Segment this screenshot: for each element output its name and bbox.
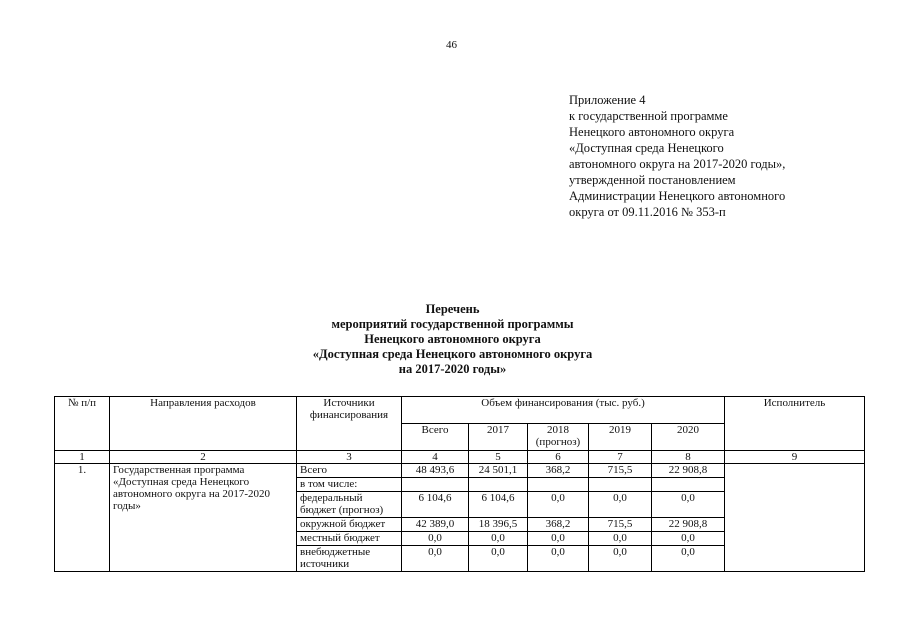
value-total: 0,0 — [402, 546, 469, 572]
appendix-line: к государственной программе — [569, 109, 728, 123]
value-2018: 0,0 — [528, 546, 589, 572]
source-cell: окружной бюджет — [297, 518, 402, 532]
value-2020: 0,0 — [652, 492, 725, 518]
value-2019 — [589, 478, 652, 492]
header-sources: Источники финансирования — [297, 397, 402, 451]
column-number: 1 — [55, 451, 110, 464]
title-line: мероприятий государственной программы — [331, 317, 574, 331]
header-row-1 — [55, 397, 865, 424]
title-line: Перечень — [425, 302, 480, 316]
value-2017: 24 501,1 — [469, 464, 528, 478]
column-number: 6 — [528, 451, 589, 464]
column-number: 4 — [402, 451, 469, 464]
source-cell: Всего — [297, 464, 402, 478]
value-2018: 368,2 — [528, 464, 589, 478]
column-number: 8 — [652, 451, 725, 464]
appendix-block — [569, 92, 785, 220]
column-number: 5 — [469, 451, 528, 464]
appendix-line: Ненецкого автономного округа — [569, 125, 735, 139]
appendix-line: округа от 09.11.2016 № 353-п — [569, 205, 726, 219]
value-2018: 368,2 — [528, 518, 589, 532]
value-2018: 0,0 — [528, 532, 589, 546]
row-direction: Государственная программа «Доступная среда Ненецкого автономного округа на 2017-2020 годы» — [110, 464, 297, 572]
appendix-line: Администрации Ненецкого автономного — [569, 189, 786, 203]
header-2018: 2018 (прогноз) — [528, 424, 589, 451]
value-2018 — [528, 478, 589, 492]
value-2018: 0,0 — [528, 492, 589, 518]
value-2019: 715,5 — [589, 518, 652, 532]
value-total: 0,0 — [402, 532, 469, 546]
source-cell: внебюджетные источники — [297, 546, 402, 572]
page-number: 46 — [446, 39, 457, 51]
row-executor — [725, 464, 865, 572]
header-direction: Направления расходов — [110, 397, 297, 451]
column-number: 3 — [297, 451, 402, 464]
value-2020: 22 908,8 — [652, 464, 725, 478]
value-2017: 6 104,6 — [469, 492, 528, 518]
column-number: 9 — [725, 451, 865, 464]
row-num: 1. — [55, 464, 110, 572]
header-total: Всего — [402, 424, 469, 451]
value-2019: 0,0 — [589, 546, 652, 572]
appendix-line: «Доступная среда Ненецкого — [569, 141, 724, 155]
header-executor: Исполнитель — [725, 397, 865, 451]
value-2020: 0,0 — [652, 546, 725, 572]
table-row — [55, 464, 865, 478]
value-2019: 0,0 — [589, 532, 652, 546]
document-title — [0, 302, 905, 377]
value-2019: 0,0 — [589, 492, 652, 518]
title-line: «Доступная среда Ненецкого автономного округа — [312, 347, 593, 361]
source-cell: в том числе: — [297, 478, 402, 492]
value-2020: 22 908,8 — [652, 518, 725, 532]
value-2020: 0,0 — [652, 532, 725, 546]
source-cell: федеральный бюджет (прогноз) — [297, 492, 402, 518]
value-2020 — [652, 478, 725, 492]
value-total — [402, 478, 469, 492]
value-2017: 0,0 — [469, 546, 528, 572]
column-number-row — [55, 451, 865, 464]
value-2019: 715,5 — [589, 464, 652, 478]
value-total: 42 389,0 — [402, 518, 469, 532]
header-funding: Объем финансирования (тыс. руб.) — [402, 397, 725, 424]
header-num: № п/п — [55, 397, 110, 451]
column-number: 2 — [110, 451, 297, 464]
value-2017: 0,0 — [469, 532, 528, 546]
title-line: на 2017-2020 годы» — [398, 362, 507, 376]
value-total: 48 493,6 — [402, 464, 469, 478]
value-total: 6 104,6 — [402, 492, 469, 518]
header-2017: 2017 — [469, 424, 528, 451]
column-number: 7 — [589, 451, 652, 464]
header-2019: 2019 — [589, 424, 652, 451]
appendix-line: утвержденной постановлением — [569, 173, 736, 187]
value-2017 — [469, 478, 528, 492]
value-2017: 18 396,5 — [469, 518, 528, 532]
header-2020: 2020 — [652, 424, 725, 451]
appendix-line: Приложение 4 — [569, 93, 646, 107]
appendix-line: автономного округа на 2017-2020 годы», — [569, 157, 786, 171]
source-cell: местный бюджет — [297, 532, 402, 546]
title-line: Ненецкого автономного округа — [364, 332, 541, 346]
funding-table — [54, 396, 865, 572]
